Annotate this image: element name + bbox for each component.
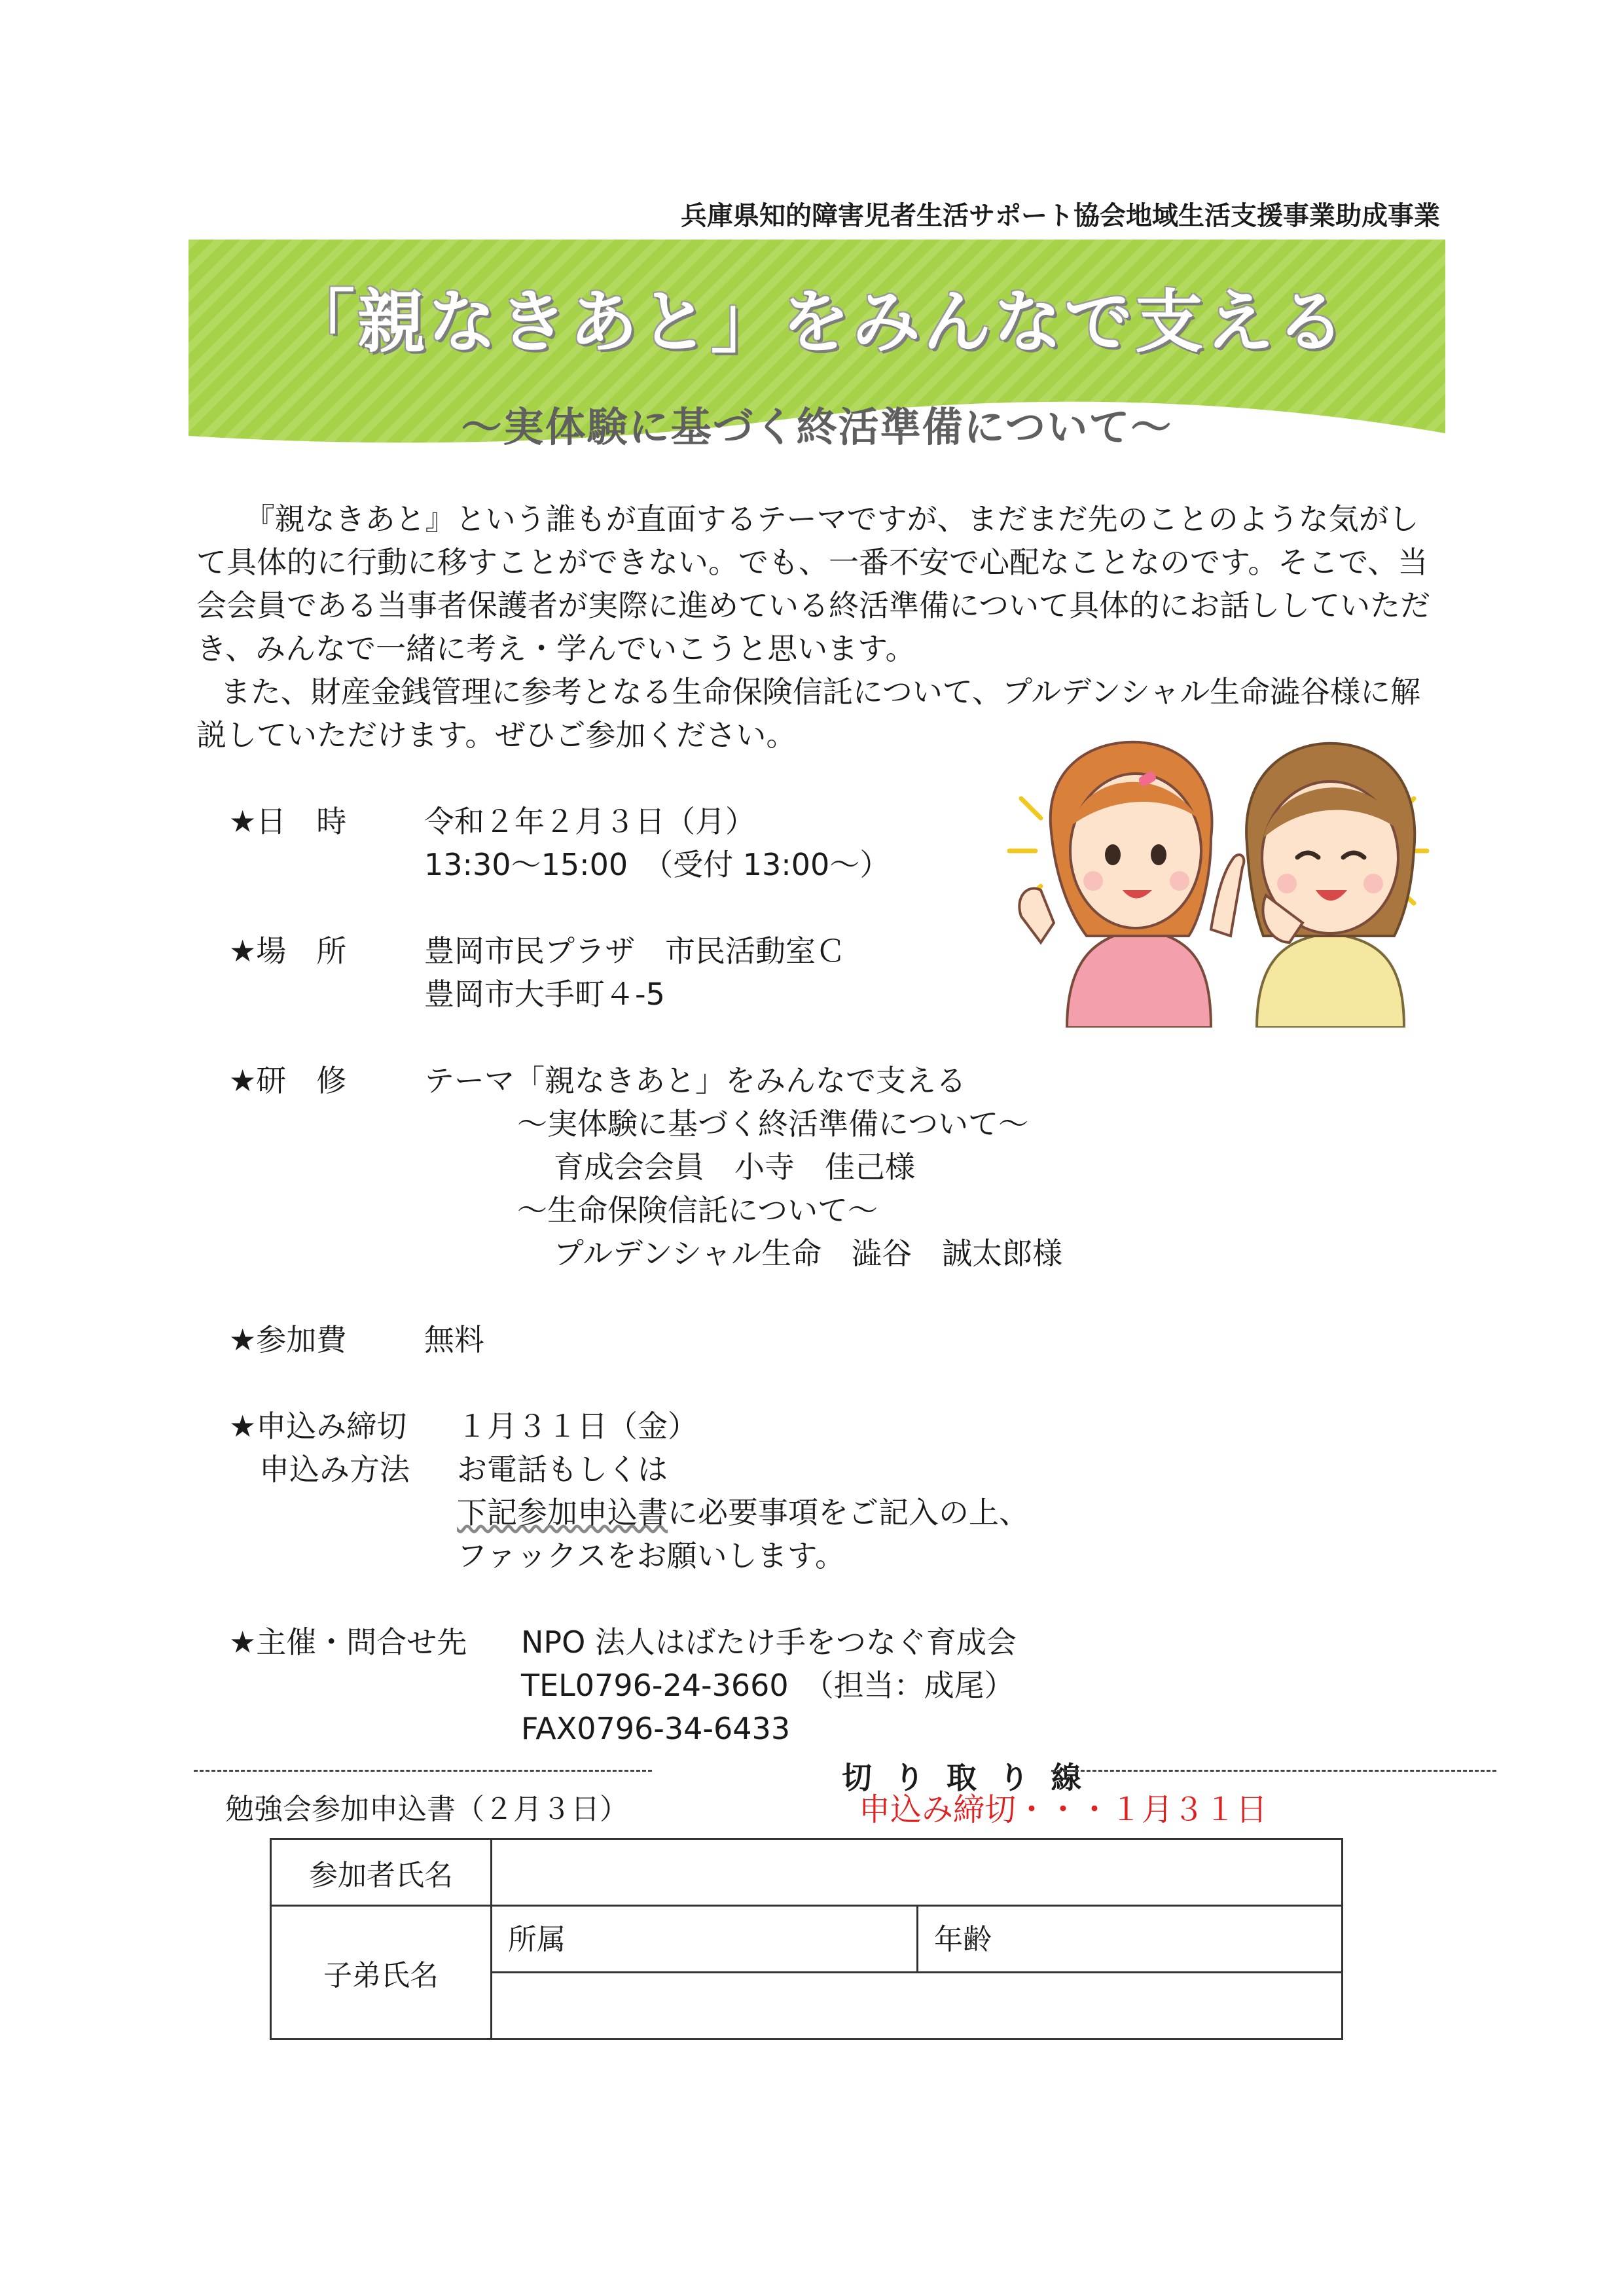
form-deadline: 申込み締切・・・１月３１日 — [859, 1791, 1268, 1828]
training-label: ★研 修 — [229, 1063, 347, 1098]
form-title: 勉強会参加申込書（２月３日） — [225, 1793, 628, 1826]
fee-label: ★参加費 — [229, 1322, 347, 1357]
intro-paragraph-1: 『親なきあと』という誰もが直面するテーマですが、まだまだ先のことのような気がして具体的に行動に移すことができない。でも、一番不安で心配なことなのです。そこで、当会会員である当事者保護者が実際に進めている終活準備について具体的にお話ししていただき、みんなで一緒に考え・学んでいこうと思います。 — [196, 501, 1431, 666]
contact-org: NPO 法人はばたけ手をつなぐ育成会 — [521, 1624, 1017, 1660]
affiliation-field[interactable] — [492, 1906, 918, 1973]
cut-line — [194, 1754, 1496, 1795]
method-label: 申込み方法 — [259, 1452, 410, 1487]
fee-value: 無料 — [424, 1322, 484, 1357]
right-woman-icon — [1246, 744, 1415, 1028]
place-line1: 豊岡市民プラザ 市民活動室Ｃ — [424, 933, 846, 969]
method-line2-rest: に必要事項をご記入の上、 — [668, 1495, 1029, 1530]
main-title: 「親なきあと」をみんなで支える — [286, 282, 1347, 362]
age-field[interactable] — [918, 1906, 1343, 1973]
training-theme: テーマ「親なきあと」をみんなで支える — [424, 1063, 966, 1098]
place-label: ★場 所 — [229, 933, 347, 969]
child-name-label: 子弟氏名 — [271, 1906, 492, 2039]
form-reference: 下記参加申込書 — [457, 1495, 668, 1530]
cut-line-label: 切り取り線 — [842, 1760, 1104, 1795]
training-speaker-1: 育成会会員 小寺 佳己様 — [554, 1149, 915, 1185]
application-form-table — [270, 1838, 1343, 2040]
subtitle: ～実体験に基づく終活準備について～ — [461, 403, 1173, 451]
left-woman-icon — [1019, 742, 1244, 1028]
datetime-label: ★日 時 — [229, 804, 347, 839]
method-line1: お電話もしくは — [457, 1452, 668, 1487]
training-topic-2: ～生命保険信託について～ — [517, 1193, 878, 1228]
participant-name-field[interactable] — [492, 1839, 1343, 1906]
age-label: 年齢 — [934, 1923, 992, 1956]
method-line2 — [457, 1491, 1029, 1534]
deadline-value: １月３１日（金） — [457, 1408, 698, 1444]
datetime-line1: 令和２年２月３日（月） — [424, 804, 755, 839]
child-name-field[interactable] — [492, 1973, 1343, 2039]
cut-line-right — [1051, 1770, 1496, 1772]
intro-paragraph-2: また、財産金銭管理に参考となる生命保険信託について、プルデンシャル生命澁谷様に解説していただけます。ぜひご参加ください。 — [196, 674, 1421, 753]
intro-text — [196, 497, 1434, 757]
place-line2: 豊岡市大手町４-5 — [424, 977, 665, 1012]
two-women-illustration — [995, 726, 1453, 1028]
training-speaker-2: プルデンシャル生命 澁谷 誠太郎様 — [554, 1236, 1063, 1271]
participant-name-label: 参加者氏名 — [271, 1839, 492, 1906]
contact-label: ★主催・問合せ先 — [229, 1624, 467, 1660]
affiliation-label: 所属 — [508, 1923, 566, 1956]
deadline-label: ★申込み締切 — [229, 1408, 407, 1444]
method-line3: ファックスをお願いします。 — [457, 1538, 845, 1573]
datetime-line2: 13:30～15:00 （受付 13:00～） — [424, 847, 890, 882]
cut-line-left — [194, 1770, 652, 1772]
training-topic-1: ～実体験に基づく終活準備について～ — [517, 1106, 1029, 1141]
sponsor-text: 兵庫県知的障害児者生活サポート協会地域生活支援事業助成事業 — [681, 201, 1440, 231]
contact-fax: FAX0796-34-6433 — [521, 1711, 791, 1746]
contact-tel: TEL0796-24-3660 （担当：成尾） — [521, 1668, 1015, 1703]
